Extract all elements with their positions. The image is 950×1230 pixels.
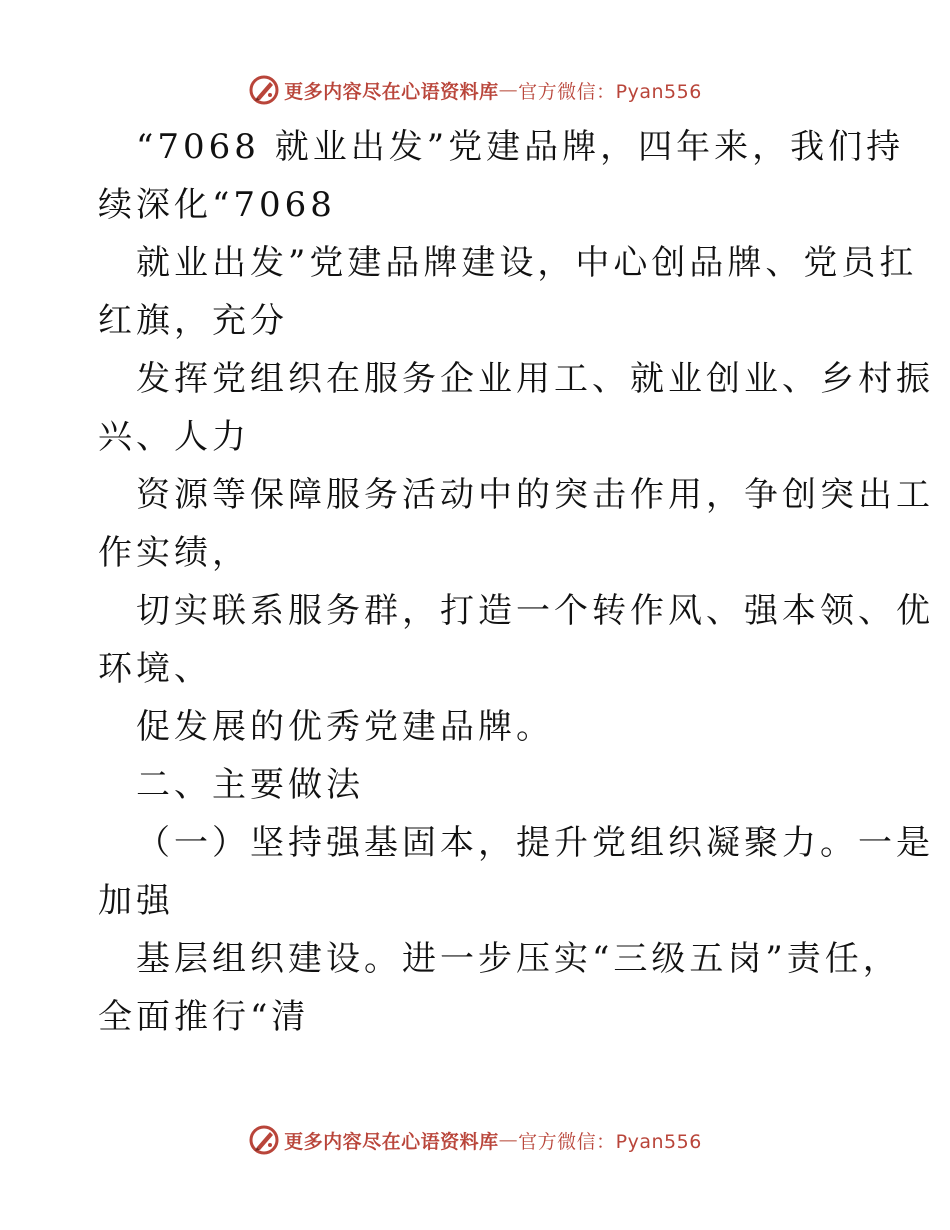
pen-logo-icon: [248, 74, 280, 106]
footer-banner-text: 更多内容尽在心语资料库: [284, 1130, 499, 1153]
body-line: 作实绩，: [98, 533, 250, 573]
header-banner-text: 更多内容尽在心语资料库: [284, 80, 499, 103]
document-body: [98, 118, 934, 1046]
body-line: 环境、: [98, 649, 212, 689]
body-line: 续深化“7068: [98, 185, 336, 225]
footer-banner-wechat: 官方微信：Pyan556: [518, 1130, 702, 1153]
section-heading: 二、主要做法: [136, 765, 364, 805]
body-line: 基层组织建设。进一步压实“三级五岗”责任，: [136, 939, 901, 979]
body-line: 发挥党组织在服务企业用工、就业创业、乡村振: [136, 359, 934, 399]
body-line: 切实联系服务群，打造一个转作风、强本领、优: [136, 591, 934, 631]
body-line: （一）坚持强基固本，提升党组织凝聚力。一是: [136, 823, 934, 863]
header-banner: [0, 70, 950, 110]
body-line: 兴、人力: [98, 417, 250, 457]
body-line: “7068 就业出发”党建品牌，四年来，我们持: [136, 127, 905, 167]
footer-banner: [0, 1120, 950, 1160]
body-line: 红旗，充分: [98, 301, 288, 341]
footer-banner-dash: —: [498, 1129, 519, 1151]
body-line: 促发展的优秀党建品牌。: [136, 707, 554, 747]
body-line: 全面推行“清: [98, 997, 310, 1037]
pen-logo-icon: [248, 1124, 280, 1156]
body-line: 就业出发”党建品牌建设，中心创品牌、党员扛: [136, 243, 918, 283]
body-line: 加强: [98, 881, 174, 921]
header-banner-dash: —: [498, 79, 519, 101]
body-line: 资源等保障服务活动中的突击作用，争创突出工: [136, 475, 934, 515]
header-banner-wechat: 官方微信：Pyan556: [518, 80, 702, 103]
